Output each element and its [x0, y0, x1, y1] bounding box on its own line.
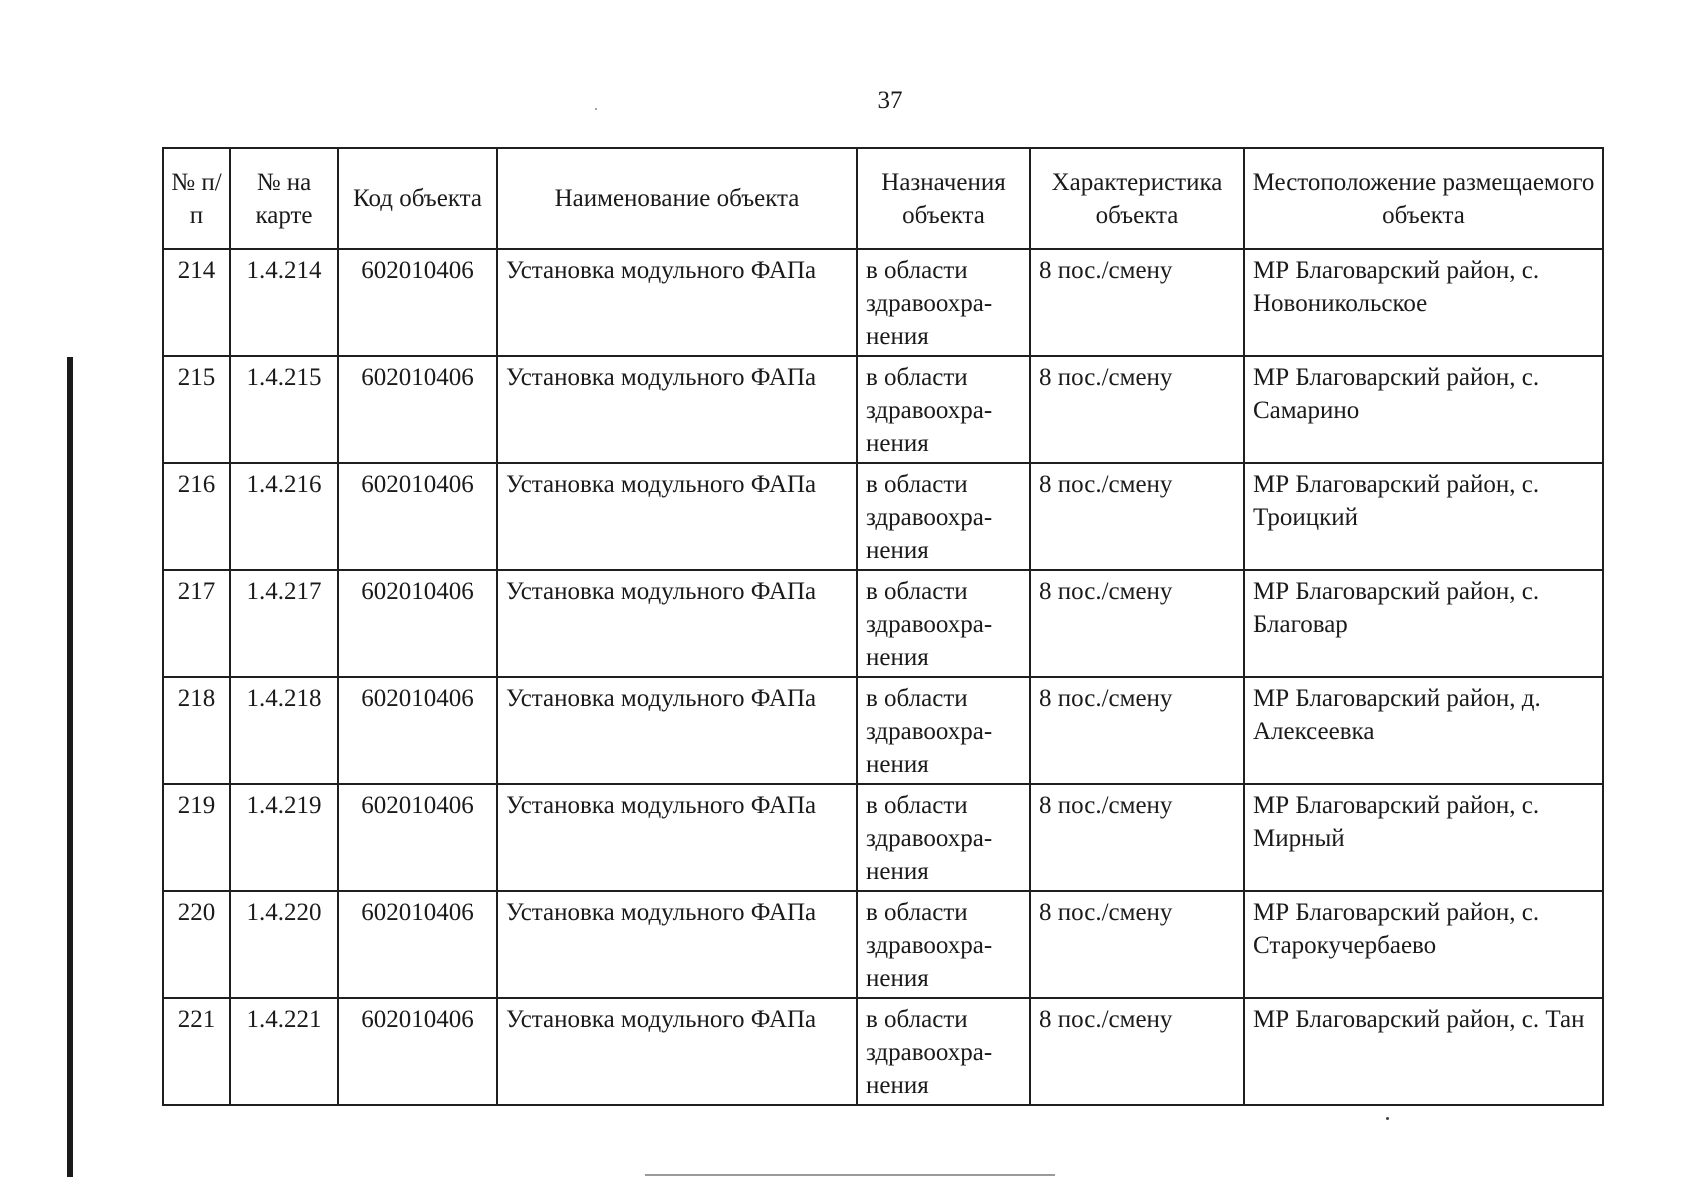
scan-artifact-dot	[1386, 1117, 1389, 1120]
cell-object-characteristic: 8 пос./смену	[1030, 249, 1244, 356]
cell-num: 218	[163, 677, 230, 784]
table-row	[163, 998, 1603, 1105]
cell-num: 217	[163, 570, 230, 677]
cell-object-code: 602010406	[338, 249, 497, 356]
header-object-code: Код объекта	[338, 148, 497, 249]
header-object-name: Наименование объекта	[497, 148, 857, 249]
table-row	[163, 356, 1603, 463]
cell-num: 216	[163, 463, 230, 570]
cell-object-name: Установка модульного ФАПа	[497, 998, 857, 1105]
cell-object-characteristic: 8 пос./смену	[1030, 784, 1244, 891]
cell-num: 214	[163, 249, 230, 356]
cell-object-characteristic: 8 пос./смену	[1030, 356, 1244, 463]
cell-object-name: Установка модульного ФАПа	[497, 463, 857, 570]
cell-object-purpose: в области здравоохра- нения	[857, 249, 1030, 356]
cell-object-purpose: в области здравоохра- нения	[857, 891, 1030, 998]
cell-object-location: МР Благоварский район, с. Тан	[1244, 998, 1603, 1105]
cell-map-number: 1.4.216	[230, 463, 338, 570]
table-row	[163, 677, 1603, 784]
cell-map-number: 1.4.214	[230, 249, 338, 356]
cell-map-number: 1.4.215	[230, 356, 338, 463]
cell-object-name: Установка модульного ФАПа	[497, 784, 857, 891]
cell-object-purpose: в области здравоохра- нения	[857, 784, 1030, 891]
cell-object-characteristic: 8 пос./смену	[1030, 891, 1244, 998]
cell-object-code: 602010406	[338, 891, 497, 998]
cell-object-characteristic: 8 пос./смену	[1030, 463, 1244, 570]
cell-object-name: Установка модульного ФАПа	[497, 570, 857, 677]
cell-map-number: 1.4.219	[230, 784, 338, 891]
scan-edge-bar	[67, 357, 73, 1177]
header-map-number: № на карте	[230, 148, 338, 249]
cell-object-location: МР Благоварский район, с. Старокучербаево	[1244, 891, 1603, 998]
cell-object-location: МР Благоварский район, с. Троицкий	[1244, 463, 1603, 570]
table-row	[163, 249, 1603, 356]
cell-object-location: МР Благоварский район, с. Мирный	[1244, 784, 1603, 891]
cell-map-number: 1.4.220	[230, 891, 338, 998]
cell-num: 220	[163, 891, 230, 998]
cell-object-location: МР Благоварский район, д. Алексеевка	[1244, 677, 1603, 784]
table-row	[163, 784, 1603, 891]
cell-object-purpose: в области здравоохра- нения	[857, 356, 1030, 463]
header-object-location: Местоположение размещаемого объекта	[1244, 148, 1603, 249]
cell-object-name: Установка модульного ФАПа	[497, 249, 857, 356]
cell-object-purpose: в области здравоохра- нения	[857, 998, 1030, 1105]
cell-object-name: Установка модульного ФАПа	[497, 891, 857, 998]
table-row	[163, 891, 1603, 998]
cell-object-characteristic: 8 пос./смену	[1030, 677, 1244, 784]
cell-object-code: 602010406	[338, 784, 497, 891]
scan-artifact-dot	[595, 108, 597, 110]
cell-object-purpose: в области здравоохра- нения	[857, 677, 1030, 784]
cell-object-location: МР Благоварский район, с. Самарино	[1244, 356, 1603, 463]
cell-num: 219	[163, 784, 230, 891]
cell-num: 215	[163, 356, 230, 463]
cell-map-number: 1.4.218	[230, 677, 338, 784]
cell-object-purpose: в области здравоохра- нения	[857, 463, 1030, 570]
scan-artifact-line	[645, 1174, 1055, 1176]
cell-object-name: Установка модульного ФАПа	[497, 677, 857, 784]
header-object-characteristic: Характеристика объекта	[1030, 148, 1244, 249]
header-object-purpose: Назначения объекта	[857, 148, 1030, 249]
table-header-row	[163, 148, 1603, 249]
cell-object-code: 602010406	[338, 998, 497, 1105]
cell-map-number: 1.4.221	[230, 998, 338, 1105]
table-row	[163, 570, 1603, 677]
cell-object-name: Установка модульного ФАПа	[497, 356, 857, 463]
cell-object-location: МР Благоварский район, с. Новоникольское	[1244, 249, 1603, 356]
cell-object-code: 602010406	[338, 356, 497, 463]
cell-object-code: 602010406	[338, 677, 497, 784]
cell-object-characteristic: 8 пос./смену	[1030, 998, 1244, 1105]
cell-object-purpose: в области здравоохра- нения	[857, 570, 1030, 677]
cell-object-characteristic: 8 пос./смену	[1030, 570, 1244, 677]
header-num: № п/п	[163, 148, 230, 249]
cell-map-number: 1.4.217	[230, 570, 338, 677]
cell-num: 221	[163, 998, 230, 1105]
page-number: 37	[877, 87, 903, 114]
cell-object-location: МР Благоварский район, с. Благовар	[1244, 570, 1603, 677]
cell-object-code: 602010406	[338, 570, 497, 677]
table-row	[163, 463, 1603, 570]
cell-object-code: 602010406	[338, 463, 497, 570]
objects-table	[162, 147, 1604, 1106]
